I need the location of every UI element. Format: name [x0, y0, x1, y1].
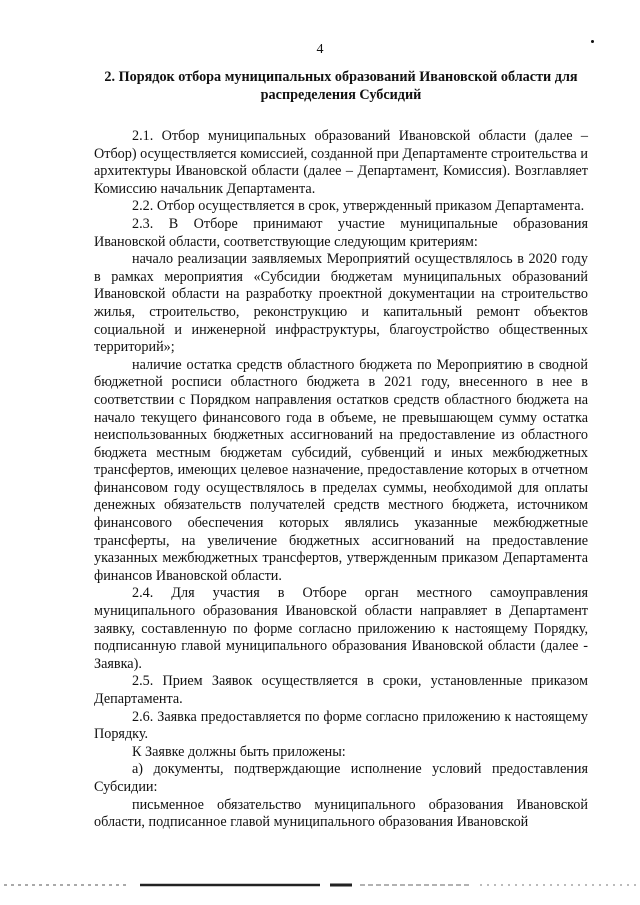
paragraph-2-3: 2.3. В Отборе принимают участие муниципальные образования Ивановской области, соответствующие следующим критериям: [94, 215, 588, 250]
scan-edge-artifact [0, 882, 640, 888]
page-number: 4 [316, 42, 324, 57]
paragraph-2-1: 2.1. Отбор муниципальных образований Ивановской области (далее – Отбор) осуществляется комиссией, созданной при Департаменте строительства и архитектуры Ивановской области (далее – Департамент, Комиссия). Возглавляет Комиссию начальник Департамента. [94, 128, 588, 197]
attachments-intro: К Заявке должны быть приложены: [132, 743, 346, 760]
attachment-item-a: а) документы, подтверждающие исполнение условий предоставления Субсидии: [94, 761, 588, 795]
paragraph-2-6: 2.6. Заявка предоставляется по форме согласно приложению к настоящему Порядку. [94, 708, 588, 743]
document-body [94, 68, 588, 832]
criterion-start-2020: начало реализации заявляемых Мероприятий осуществлялось в 2020 году в рамках мероприятия «Субсидии бюджетам муниципальных образований Ивановской области на разработку проектной документации на строительство жилья, строительство, реконструкцию и капитальный ремонт объектов социальной и инженерной инфраструктуры, благоустройство общественных территорий»; [94, 251, 588, 356]
criterion-budget-balance: наличие остатка средств областного бюджета по Мероприятию в сводной бюджетной росписи областного бюджета в 2021 году, внесенного в нее в соответствии с Порядком направления остатков средств областного бюджета на начало текущего финансового года в объеме, не превышающем сумму остатка неиспользованных бюджетных ассигнований на предоставление из областного бюджета местным бюджетам субсидий, субвенций и иных межбюджетных трансфертов, имеющих целевое назначение, предоставление которых в отчетном финансовом году осуществлялось в пределах суммы, необходимой для оплаты денежных обязательств получателей средств местного бюджета, источником финансового обеспечения которых являлись указанные межбюджетные трансферты, на увеличение бюджетных ассигнований на предоставление указанных межбюджетных трансфертов, утвержденным приказом Департамента финансов Ивановской области. [94, 356, 588, 584]
section-heading: 2. Порядок отбора муниципальных образований Ивановской области для распределения Субсидий [104, 69, 578, 103]
paragraph-2-2: 2.2. Отбор осуществляется в срок, утвержденный приказом Департамента. [132, 198, 585, 215]
scan-speck [591, 40, 594, 43]
paragraph-2-4: 2.4. Для участия в Отборе орган местного самоуправления муниципального образования Ивановской области направляет в Департамент заявку, составленную по форме согласно приложению к настоящему Порядку, подписанную главой муниципального образования Ивановской области (далее - Заявка). [94, 585, 588, 672]
written-obligation: письменное обязательство муниципального образования Ивановской области, подписанное главой муниципального образования Ивановской [94, 796, 588, 831]
paragraph-2-5: 2.5. Прием Заявок осуществляется в сроки, установленные приказом Департамента. [94, 673, 588, 707]
